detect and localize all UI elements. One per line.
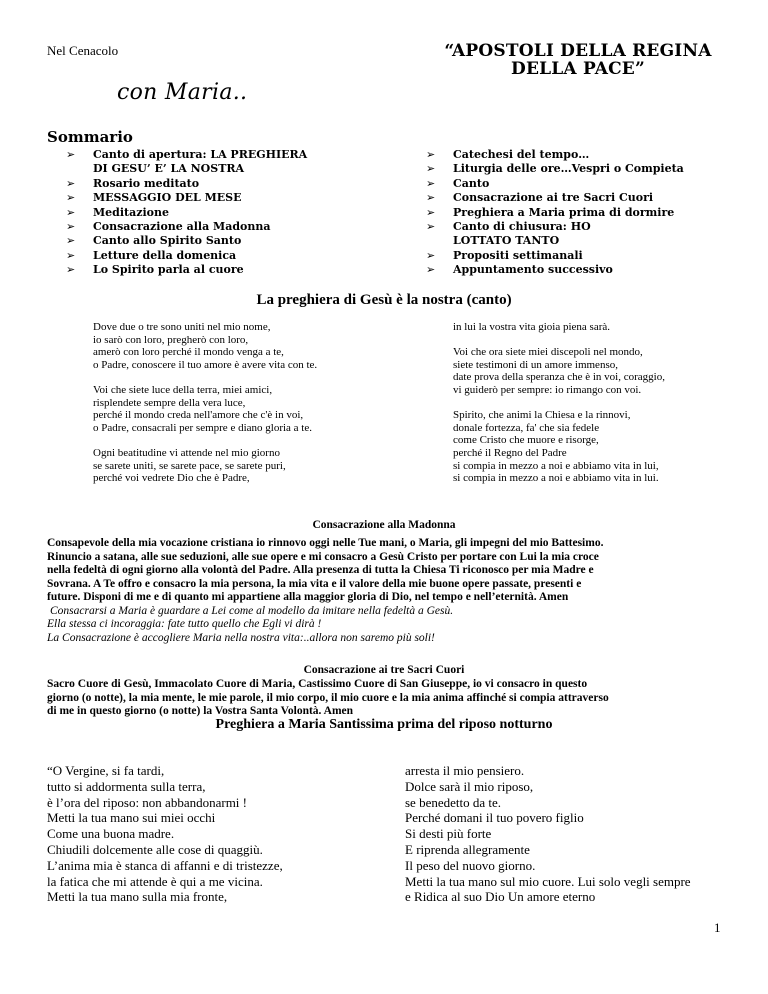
- consacrazione-line: Sovrana. A Te offro e consacro la mia persona, la mia vita e il valore della mie buone opere passate, presenti e: [47, 577, 582, 590]
- summary-list-right: [426, 148, 756, 278]
- header-main-title: [443, 42, 713, 78]
- arrow-bullet-icon: ➢: [66, 191, 76, 205]
- arrow-bullet-icon: ➢: [426, 220, 436, 234]
- summary-item: [66, 177, 396, 191]
- page-number: 1: [714, 920, 721, 935]
- header-title-line-1: “APOSTOLI DELLA REGINA: [444, 41, 712, 61]
- preghiera-column-left: [47, 763, 387, 905]
- preghiera-line: “O Vergine, si fa tardi,: [47, 763, 165, 778]
- preghiera-line: Metti la tua mano sul mio cuore. Lui solo vegli sempre: [405, 873, 691, 889]
- song-line: Voi che ora siete miei discepoli nel mondo,: [453, 346, 643, 359]
- song-stanza: [453, 346, 753, 396]
- summary-item-label-cont: LOTTATO TANTO: [453, 234, 560, 248]
- preghiera-line: tutto si addormenta sulla terra,: [47, 778, 206, 794]
- summary-item: [66, 249, 396, 263]
- song-stanza: [93, 384, 413, 434]
- summary-item-label: Canto di chiusura: HO: [453, 220, 591, 234]
- summary-item-label: Canto: [453, 176, 490, 190]
- summary-item-label: Lo Spirito parla al cuore: [93, 263, 244, 277]
- song-line: Dove due o tre sono uniti nel mio nome,: [93, 321, 271, 333]
- consacrazione-cuori-title: Consacrazione ai tre Sacri Cuori: [303, 664, 465, 676]
- song-line: si compia in mezzo a noi e abbiamo vita in lui,: [453, 459, 659, 472]
- preghiera-line: Dolce sarà il mio riposo,: [405, 778, 534, 794]
- summary-item-label: Liturgia delle ore…Vespri o Compieta: [453, 162, 684, 176]
- preghiera-line: Perché domani il tuo povero figlio: [405, 810, 584, 826]
- consacrazione-note-line: La Consacrazione è accogliere Maria nella nostra vita:..allora non saremo più soli!: [47, 631, 435, 644]
- arrow-bullet-icon: ➢: [426, 162, 436, 176]
- arrow-bullet-icon: ➢: [66, 176, 76, 190]
- arrow-bullet-icon: ➢: [426, 248, 436, 262]
- header-title-line-2: DELLA PACE”: [511, 59, 645, 79]
- song-line: io sarò con loro, pregherò con loro,: [93, 333, 249, 346]
- song-line: date prova della speranza che è in voi, coraggio,: [453, 371, 665, 384]
- summary-item: [66, 206, 396, 220]
- song-column-right: [453, 321, 753, 497]
- summary-item-label: Rosario meditato: [93, 176, 200, 190]
- song-title: La preghiera di Gesù è la nostra (canto): [256, 292, 512, 308]
- preghiera-line: Come una buona madre.: [47, 826, 175, 842]
- header-left-label: Nel Cenacolo: [47, 43, 119, 58]
- song-line: si compia in mezzo a noi e abbiamo vita in lui.: [453, 472, 659, 485]
- preghiera-line: la fatica che mi attende è qui a me vicina.: [47, 873, 263, 889]
- consacrazione-line: Consapevole della mia vocazione cristiana io rinnovo oggi nelle Tue mani, o Maria, gli impegni del mio Battesimo.: [47, 537, 604, 549]
- summary-item-label-cont: DI GESU’ E’ LA NOSTRA: [93, 162, 245, 176]
- summary-item: [426, 220, 756, 249]
- preghiera-line: e Ridica al suo Dio Un amore eterno: [405, 889, 596, 905]
- song-line: in lui la vostra vita gioia piena sarà.: [453, 321, 611, 333]
- preghiera-line: E riprenda allegramente: [405, 841, 530, 857]
- preghiera-line: Il peso del nuovo giorno.: [405, 857, 536, 873]
- song-column-left: [93, 321, 413, 497]
- preghiera-line: Si desti più forte: [405, 826, 492, 842]
- summary-item: [66, 234, 396, 248]
- preghiera-line: L’anima mia è stanca di affanni e di tristezze,: [47, 857, 283, 873]
- consacrazione-line: future. Disponi di me e di quanto mi appartiene alla maggior gloria di Dio, nel tempo e nell’eternità. Amen: [47, 591, 569, 604]
- song-line: risplendete sempre della vera luce,: [93, 396, 246, 409]
- arrow-bullet-icon: ➢: [66, 263, 76, 277]
- song-line: come Cristo che muore e risorge,: [453, 434, 599, 447]
- arrow-bullet-icon: ➢: [426, 205, 436, 219]
- song-stanza: [93, 447, 413, 485]
- song-line: amerò con loro perché il mondo venga a te,: [93, 346, 284, 359]
- song-line: perché voi vedrete Dio che è Padre,: [93, 472, 250, 485]
- arrow-bullet-icon: ➢: [426, 263, 436, 277]
- summary-item-label: Preghiera a Maria prima di dormire: [453, 205, 675, 219]
- song-line: donale fortezza, fa' che sia fedele: [453, 421, 600, 434]
- song-line: perché il Regno del Padre: [453, 446, 567, 459]
- summary-item: [426, 148, 756, 162]
- song-line: o Padre, consacrali per sempre e diano gloria a te.: [93, 421, 312, 434]
- song-line: siete testimoni di un amore immenso,: [453, 358, 618, 371]
- preghiera-line: se benedetto da te.: [405, 794, 502, 810]
- preghiera-notte-title: Preghiera a Maria Santissima prima del riposo notturno: [215, 717, 553, 732]
- arrow-bullet-icon: ➢: [66, 220, 76, 234]
- consacrazione-note-line: Consacrarsi a Maria è guardare a Lei come al modello da imitare nella fedeltà a Gesù.: [50, 605, 454, 617]
- cuori-line: di me in questo giorno (o notte) la Vostra Santa Volontà. Amen: [47, 705, 354, 718]
- cuori-line: giorno (o notte), la mia mente, le mie parole, il mio corpo, il mio cuore e la mia anima affinché si compia attraverso: [47, 691, 609, 704]
- summary-item: [66, 148, 396, 177]
- summary-item-label: Letture della domenica: [93, 248, 237, 262]
- preghiera-line: Metti la tua mano sulla mia fronte,: [47, 889, 228, 905]
- song-line: Spirito, che animi la Chiesa e la rinnovi,: [453, 409, 631, 422]
- preghiera-line: arresta il mio pensiero.: [405, 763, 525, 778]
- arrow-bullet-icon: ➢: [426, 148, 436, 161]
- summary-item: [66, 263, 396, 277]
- song-line: Voi che siete luce della terra, miei amici,: [93, 383, 273, 396]
- preghiera-line: è l’ora del riposo: non abbandonarmi !: [47, 794, 247, 810]
- consacrazione-madonna-title: Consacrazione alla Madonna: [312, 519, 456, 531]
- preghiera-line: Metti la tua mano sui miei occhi: [47, 810, 216, 826]
- song-line: Ogni beatitudine vi attende nel mio giorno: [93, 446, 280, 459]
- consacrazione-cuori-text: [47, 678, 747, 719]
- summary-item-label: Consacrazione ai tre Sacri Cuori: [453, 191, 654, 205]
- song-stanza: [93, 321, 413, 371]
- header-script-title: con Maria..: [117, 80, 248, 105]
- summary-title: Sommario: [47, 128, 133, 146]
- song-line: perché il mondo creda nell'amore che c'è in voi,: [93, 409, 304, 422]
- cuori-line: Sacro Cuore di Gesù, Immacolato Cuore di Maria, Castissimo Cuore di San Giuseppe, io vi consacro in questo: [47, 678, 588, 690]
- consacrazione-madonna-text: [47, 537, 737, 605]
- arrow-bullet-icon: ➢: [66, 234, 76, 248]
- summary-item-label: Canto allo Spirito Santo: [93, 234, 242, 248]
- arrow-bullet-icon: ➢: [426, 176, 436, 190]
- consacrazione-line: nella fedeltà di ogni giorno alla volontà del Padre. Alla presenza di tutta la Chiesa Ti riconosco per mia Madre e: [47, 564, 594, 577]
- song-stanza: [453, 409, 753, 485]
- summary-item-label: Catechesi del tempo…: [453, 148, 590, 161]
- song-line: se sarete uniti, se sarete pace, se sarete puri,: [93, 459, 286, 472]
- preghiera-line: Chiudili dolcemente alle cose di quaggiù.: [47, 841, 263, 857]
- summary-item: [426, 191, 756, 205]
- summary-item-label: Meditazione: [93, 205, 170, 219]
- consacrazione-note-line: Ella stessa ci incoraggia: fate tutto quello che Egli vi dirà !: [47, 618, 322, 631]
- summary-item-label: Canto di apertura: LA PREGHIERA: [93, 148, 308, 161]
- arrow-bullet-icon: ➢: [66, 148, 76, 161]
- song-line: vi guiderò per sempre: io rimango con voi.: [453, 383, 642, 396]
- preghiera-column-right: [405, 763, 745, 905]
- consacrazione-madonna-notes: [47, 605, 737, 645]
- summary-item: [426, 206, 756, 220]
- summary-item-label: Consacrazione alla Madonna: [93, 220, 271, 234]
- song-line: o Padre, conoscere il tuo amore è avere vita con te.: [93, 358, 318, 371]
- summary-item: [426, 249, 756, 263]
- consacrazione-line: Rinuncio a satana, alle sue seduzioni, alle sue opere e mi consacro a Gesù Cristo per portare con Lui la mia croce: [47, 550, 599, 563]
- summary-list-left: [66, 148, 396, 278]
- summary-item: [426, 177, 756, 191]
- summary-item: [66, 191, 396, 205]
- arrow-bullet-icon: ➢: [66, 248, 76, 262]
- summary-item-label: Propositi settimanali: [453, 248, 583, 262]
- arrow-bullet-icon: ➢: [66, 205, 76, 219]
- summary-item: [426, 162, 756, 176]
- summary-item: [66, 220, 396, 234]
- arrow-bullet-icon: ➢: [426, 191, 436, 205]
- summary-item-label: MESSAGGIO DEL MESE: [93, 191, 242, 205]
- summary-item: [426, 263, 756, 277]
- song-stanza: [453, 321, 753, 334]
- summary-item-label: Appuntamento successivo: [453, 263, 613, 277]
